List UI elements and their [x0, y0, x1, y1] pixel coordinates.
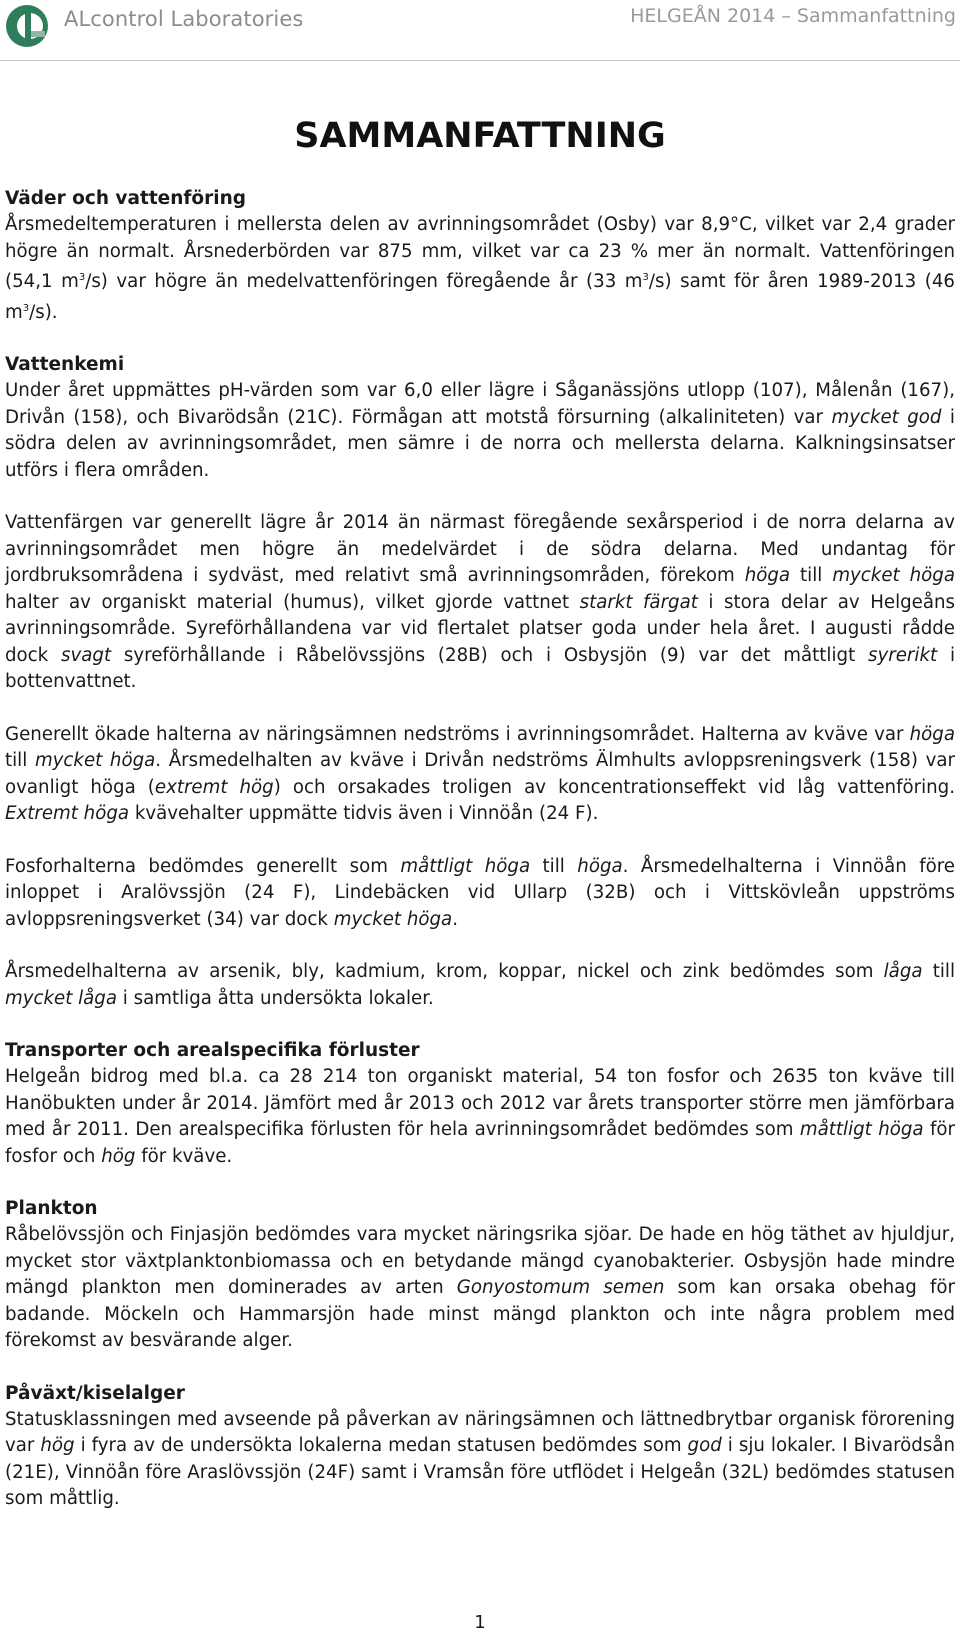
section-heading-vader: Väder och vattenföring — [5, 188, 247, 209]
company-name: ALcontrol Laboratories — [64, 7, 304, 31]
paragraph-plankton: Råbelövssjön och Finjasjön bedömdes vara mycket näringsrika sjöar. De hade en hög täthet av hjuldjur, mycket stor växtplanktonbiomassa och en betydande mängd cyanobakterier. Osbysjön hade mindre mängd plankton men dominerades av arten Gonyostomum semen som kan orsaka obehag för badande. Möckeln och Hammarsjön hade minst mängd plankton och inte några problem med förekomst av besvärande alger. — [5, 1224, 956, 1352]
section-heading-plankton: Plankton — [5, 1198, 98, 1220]
page-title: SAMMANFATTNING — [294, 116, 666, 156]
paragraph-vader: Årsmedeltemperaturen i mellersta delen av avrinningsområdet (Osby) var 8,9°C, vilket var 2,4 grader högre än normalt. Årsnederbörden var 875 mm, vilket var ca 23 % mer än normalt. Vattenföringen (54,1 $m^3/s$) var högre än medelvattenföringen föregående år (33 $m^3/s$) samt för åren 1989-2013 (46 $m^3/s$). — [5, 214, 955, 323]
paragraph-vattenkemi-3: Generellt ökade halterna av näringsämnen nedströms i avrinningsområdet. Halterna av kväve var höga till mycket höga. Årsmedelhalten av kväve i Drivån nedströms Älmhults avloppsreningsverk (158) var ovanligt höga (extremt hög) och orsakades troligen av koncentrationseffekt vid låg vattenföring. Extremt höga kvävehalter uppmätte tidvis även i Vinnöån (24 F). — [5, 723, 955, 825]
page-number: 1 — [474, 1612, 486, 1633]
page-header — [0, 0, 960, 61]
paragraph-pavaxt: Statusklassningen med avseende på påverkan av näringsämnen och lättnedbrytbar organisk förorening var hög i fyra av de undersökta lokalerna medan statusen bedömdes som god i sju lokaler. I Bivarödsån (21E), Vinnöån före Araslövssjön (24F) samt i Vramsån före utflödet i Helgeån (32L) bedömdes statusen som måttlig. — [5, 1408, 955, 1510]
paragraph-vattenkemi-5: Årsmedelhalterna av arsenik, bly, kadmium, krom, koppar, nickel och zink bedömdes som låga till mycket låga i samtliga åtta undersökta lokaler. — [5, 961, 955, 1009]
section-heading-pavaxt: Påväxt/kiselalger — [5, 1382, 185, 1404]
paragraph-vattenkemi-2: Vattenfärgen var generellt lägre år 2014 än närmast föregående sexårsperiod i de norra delarna av avrinningsområdet men högre än medelvärdet i de södra delarna. Med undantag för jordbruksområdena i sydväst, med relativt små avrinningsområden, förekom höga till mycket höga halter av organiskt material (humus), vilket gjorde vattnet starkt färgat i stora delar av Helgeåns avrinningsområde. Syreförhållandena var vid flertalet platser goda under hela året. I augusti rådde dock svagt syreförhållande i Råbelövssjöns (28B) och i Osbysjön (9) var det måttligt syrerikt i bottenvattnet. — [5, 512, 955, 693]
paragraph-transporter: Helgeån bidrog med bl.a. ca 28 214 ton organiskt material, 54 ton fosfor och 2635 ton kväve till Hanöbukten under år 2014. Jämfört med år 2013 och 2012 var årets transporter större men jämförbara med år 2011. Den arealspecifika förlusten för hela avrinningsområdet bedömdes som måttligt höga för fosfor och hög för kväve. — [5, 1066, 955, 1167]
paragraph-vattenkemi-1: Under året uppmättes pH-värden som var 6,0 eller lägre i Såganässjöns utlopp (107), Målenån (167), Drivån (158), och Bivarödsån (21C). Förmågan att motstå försurning (alkaliniteten) var mycket god i södra delen av avrinningsområdet, men sämre i de norra och mellersta delarna. Kalkningsinsatser utförs i flera områden. — [5, 380, 955, 481]
paragraph-vattenkemi-4: Fosforhalterna bedömdes generellt som måttligt höga till höga. Årsmedelhalterna i Vinnöån före inloppet i Aralövssjön (24 F), Lindebäcken vid Ullarp (32B) och i Vittskövleån uppströms avloppsreningsverket (34) var dock mycket höga. — [5, 855, 955, 930]
document-body — [5, 186, 955, 1513]
section-heading-transporter: Transporter och arealspecifika förluster — [5, 1040, 420, 1062]
alcontrol-logo-icon — [4, 2, 50, 50]
section-heading-vattenkemi: Vattenkemi — [5, 354, 125, 376]
document-title: HELGEÅN 2014 – Sammanfattning — [630, 5, 956, 27]
